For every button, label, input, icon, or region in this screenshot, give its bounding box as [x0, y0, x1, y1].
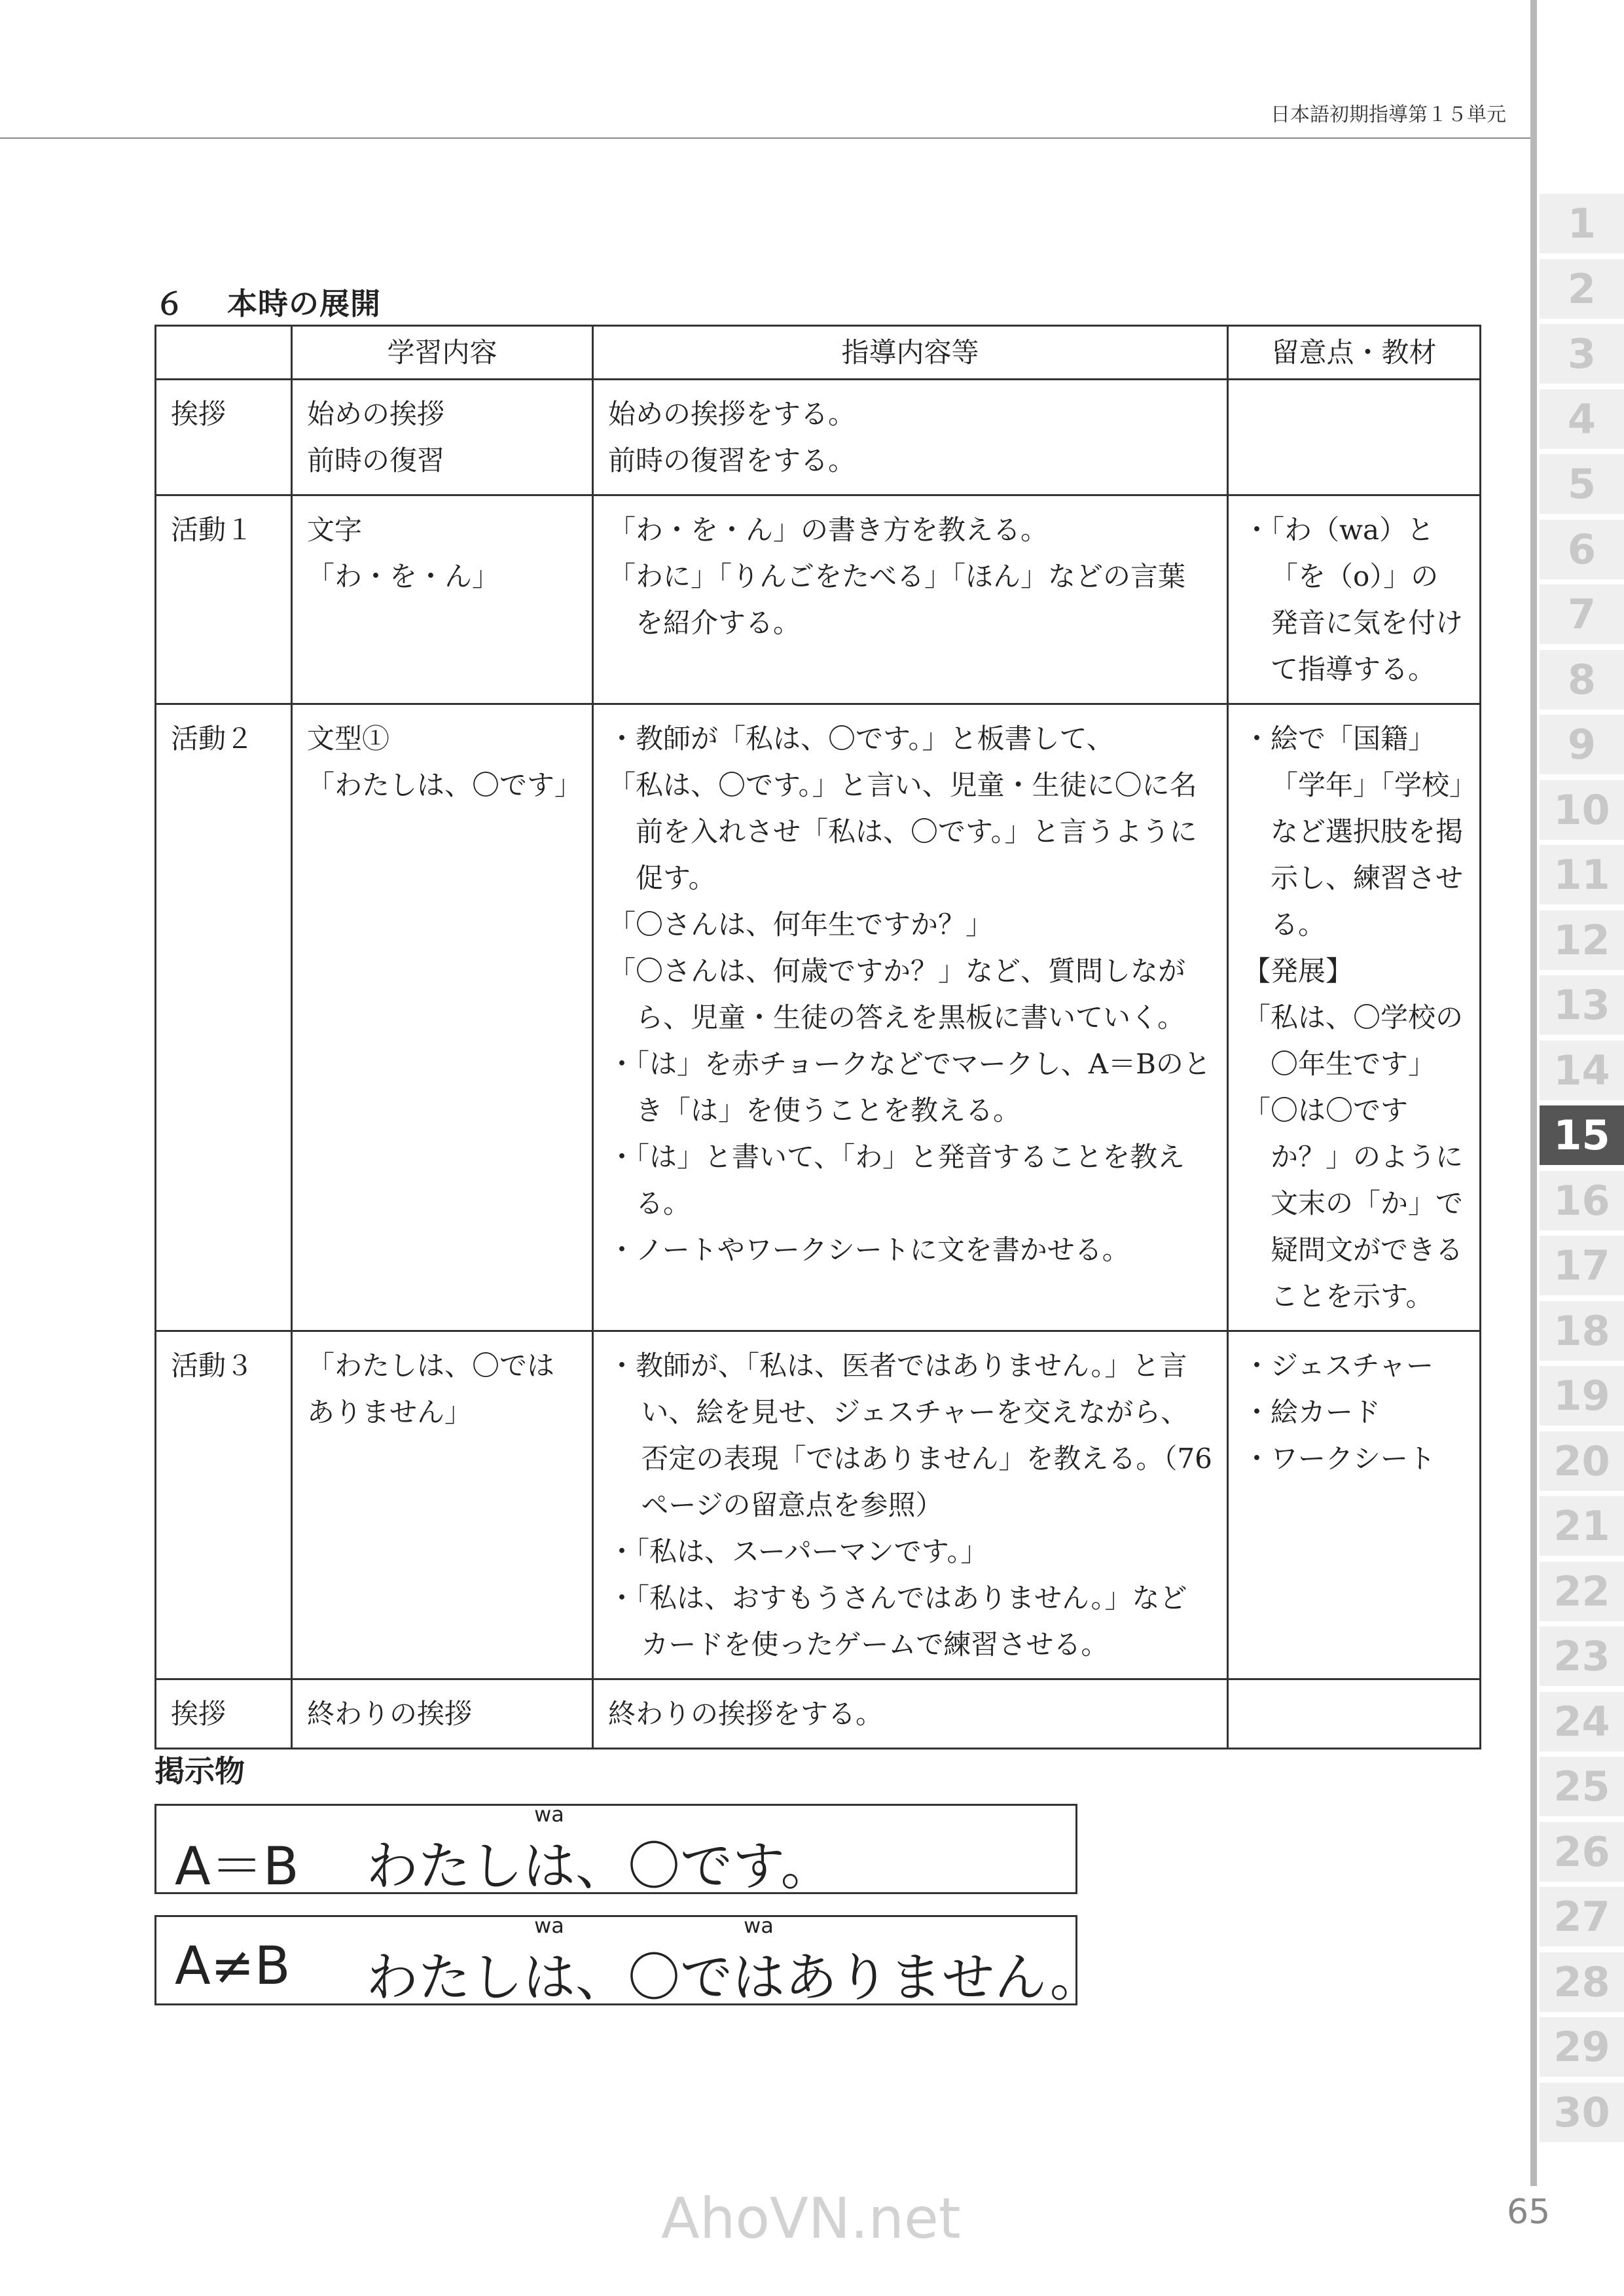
header-title: 日本語初期指導第１５単元: [1271, 103, 1506, 126]
watermark: AhoVN.net: [661, 2186, 961, 2251]
table-header-row: [156, 326, 1481, 380]
unit-tab-23[interactable]: 23: [1540, 1626, 1624, 1689]
content-line: 「わ・を・ん」: [307, 560, 500, 592]
unit-tab-1[interactable]: 1: [1540, 194, 1624, 256]
unit-tab-20[interactable]: 20: [1540, 1431, 1624, 1494]
unit-tab-11[interactable]: 11: [1540, 845, 1624, 907]
notes-line: 「〇は〇ですか？」のように文末の「か」で疑問文ができることを示す。: [1243, 1094, 1464, 1312]
content-cell: [292, 380, 593, 495]
page-number: 65: [1507, 2193, 1551, 2232]
content-cell: [292, 495, 593, 704]
notes-line: ・「わ（wa）と「を（o）」の発音に気を付けて指導する。: [1243, 514, 1464, 685]
table-row: [156, 704, 1481, 1331]
exhibit-sentence: [366, 1913, 1102, 2011]
unit-tab-19[interactable]: 19: [1540, 1366, 1624, 1428]
unit-tab-12[interactable]: 12: [1540, 910, 1624, 973]
notes-line: ・絵で「国籍」「学年」「学校」など選択肢を掲示し、練習させる。: [1243, 723, 1464, 941]
guidance-cell: [593, 1331, 1228, 1679]
guidance-cell: [593, 495, 1228, 704]
guidance-line: ・「私は、おすもうさんではありません。」などカードを使ったゲームで練習させる。: [608, 1582, 1187, 1660]
unit-tab-8[interactable]: 8: [1540, 650, 1624, 712]
guidance-line: 「〇さんは、何歳ですか？」など、質問しながら、児童・生徒の答えを黒板に書いていく。: [608, 955, 1186, 1033]
table-row: [156, 1331, 1481, 1679]
unit-tabs: [1530, 0, 1624, 2296]
unit-tab-6[interactable]: 6: [1540, 520, 1624, 582]
table-row: [156, 380, 1481, 495]
guidance-line: 「私は、〇です。」と言い、児童・生徒に〇に名前を入れさせ「私は、〇です。」と言うように促す。: [608, 769, 1197, 894]
stage-cell: 挨拶: [156, 1679, 292, 1749]
guidance-cell: [593, 380, 1228, 495]
content-cell: [292, 1331, 593, 1679]
content-line: 文字: [307, 514, 363, 546]
header-cell-content: 学習内容: [292, 326, 593, 380]
unit-tab-5[interactable]: 5: [1540, 454, 1624, 516]
sentence-part: わたし: [366, 1947, 523, 2008]
section-number: ６: [154, 286, 185, 321]
sentence-part: 、〇で: [575, 1947, 732, 2008]
notes-line: 【発展】: [1243, 955, 1354, 987]
guidance-line: 終わりの挨拶をする。: [608, 1698, 884, 1730]
ruby-base: は: [732, 1947, 785, 2008]
unit-tab-28[interactable]: 28: [1540, 1952, 1624, 2015]
section-title-text: 本時の展開: [227, 286, 382, 321]
content-line: 前時の復習: [307, 444, 445, 476]
unit-tab-4[interactable]: 4: [1540, 389, 1624, 452]
notes-cell: [1228, 495, 1481, 704]
sentence-part: ありません。: [785, 1947, 1102, 2008]
ruby-char: [732, 1913, 785, 2011]
unit-tab-22[interactable]: 22: [1540, 1562, 1624, 1624]
unit-tab-14[interactable]: 14: [1540, 1041, 1624, 1103]
guidance-line: ・ノートやワークシートに文を書かせる。: [608, 1234, 1130, 1266]
unit-tab-7[interactable]: 7: [1540, 584, 1624, 647]
header-cell-stage: [156, 326, 292, 380]
ruby-reading: wa: [534, 1913, 564, 1938]
unit-tab-18[interactable]: 18: [1540, 1301, 1624, 1363]
content-cell: [292, 1679, 593, 1749]
ruby-base: は: [523, 1947, 575, 2008]
guidance-line: ・「私は、スーパーマンです。」: [608, 1535, 988, 1568]
header-rule: [0, 137, 1530, 139]
notes-cell: [1228, 1331, 1481, 1679]
content-cell: [292, 704, 593, 1331]
sentence-part: 、〇です。: [575, 1836, 833, 1897]
guidance-line: 「わ・を・ん」の書き方を教える。: [608, 514, 1049, 546]
stage-cell: 活動３: [156, 1331, 292, 1679]
header-cell-notes: 留意点・教材: [1228, 326, 1481, 380]
unit-tab-2[interactable]: 2: [1540, 259, 1624, 321]
guidance-line: ・教師が、「私は、医者ではありません。」と言い、絵を見せ、ジェスチャーを交えながら、否定の表現「ではありません」を教える。（76ページの留意点を参照）: [608, 1350, 1212, 1521]
unit-tab-30[interactable]: 30: [1540, 2083, 1624, 2145]
guidance-line: 始めの挨拶をする。: [608, 398, 856, 430]
ruby-reading: wa: [534, 1802, 564, 1827]
exhibit-box-affirmative: [154, 1802, 1077, 1897]
guidance-line: ・教師が「私は、〇です。」と板書して、: [608, 723, 1114, 755]
guidance-cell: [593, 704, 1228, 1331]
unit-tab-13[interactable]: 13: [1540, 975, 1624, 1037]
guidance-line: 「わに」「りんごをたべる」「ほん」などの言葉を紹介する。: [608, 560, 1186, 639]
exhibit-box-negative: [154, 1913, 1102, 2008]
notes-line: ・絵カード: [1243, 1396, 1381, 1428]
equation-text: A≠B: [175, 1935, 291, 1996]
unit-tab-29[interactable]: 29: [1540, 2017, 1624, 2079]
guidance-line: ・「は」を赤チョークなどでマークし、A＝Bのとき「は」を使うことを教える。: [608, 1048, 1211, 1126]
notes-line: 「私は、〇学校の〇年生です」: [1243, 1001, 1464, 1080]
section-title: [154, 280, 381, 323]
sentence-part: わたし: [366, 1836, 523, 1897]
ruby-char: [523, 1913, 575, 2011]
exhibit-label: 掲示物: [154, 1753, 245, 1789]
content-line: 始めの挨拶: [307, 398, 445, 430]
header-cell-guidance: 指導内容等: [593, 326, 1228, 380]
unit-tab-10[interactable]: 10: [1540, 780, 1624, 842]
stage-cell: 活動２: [156, 704, 292, 1331]
unit-tab-15[interactable]: 15: [1540, 1105, 1624, 1168]
exhibit-sentence: [366, 1802, 833, 1899]
content-line: 「わたしは、〇ではありません」: [307, 1350, 555, 1428]
stage-cell: 活動１: [156, 495, 292, 704]
guidance-line: ・「は」と書いて、「わ」と発音することを教える。: [608, 1141, 1185, 1219]
notes-cell: [1228, 380, 1481, 495]
content-line: 終わりの挨拶: [307, 1698, 473, 1730]
ruby-base: は: [523, 1836, 575, 1897]
guidance-cell: [593, 1679, 1228, 1749]
equation-text: A＝B: [175, 1836, 299, 1897]
unit-tab-24[interactable]: 24: [1540, 1692, 1624, 1754]
stage-cell: 挨拶: [156, 380, 292, 495]
notes-line: ・ワークシート: [1243, 1443, 1436, 1475]
content-line: 文型①: [307, 723, 390, 755]
unit-tab-16[interactable]: 16: [1540, 1171, 1624, 1233]
guidance-line: 「〇さんは、何年生ですか？」: [608, 908, 994, 941]
ruby-char: [523, 1802, 575, 1899]
table-row: [156, 1679, 1481, 1749]
unit-tab-21[interactable]: 21: [1540, 1496, 1624, 1558]
unit-tab-3[interactable]: 3: [1540, 324, 1624, 386]
lesson-plan-table: [154, 325, 1481, 1749]
tab-line: [1530, 0, 1537, 2186]
ruby-reading: wa: [744, 1913, 774, 1938]
unit-tab-26[interactable]: 26: [1540, 1822, 1624, 1884]
notes-line: ・ジェスチャー: [1243, 1350, 1434, 1382]
notes-cell: [1228, 1679, 1481, 1749]
table-row: [156, 495, 1481, 704]
guidance-line: 前時の復習をする。: [608, 444, 856, 476]
unit-tab-27[interactable]: 27: [1540, 1887, 1624, 1949]
notes-cell: [1228, 704, 1481, 1331]
unit-tab-17[interactable]: 17: [1540, 1236, 1624, 1298]
unit-tab-9[interactable]: 9: [1540, 715, 1624, 777]
unit-tab-25[interactable]: 25: [1540, 1757, 1624, 1819]
content-line: 「わたしは、〇です」: [307, 769, 583, 801]
